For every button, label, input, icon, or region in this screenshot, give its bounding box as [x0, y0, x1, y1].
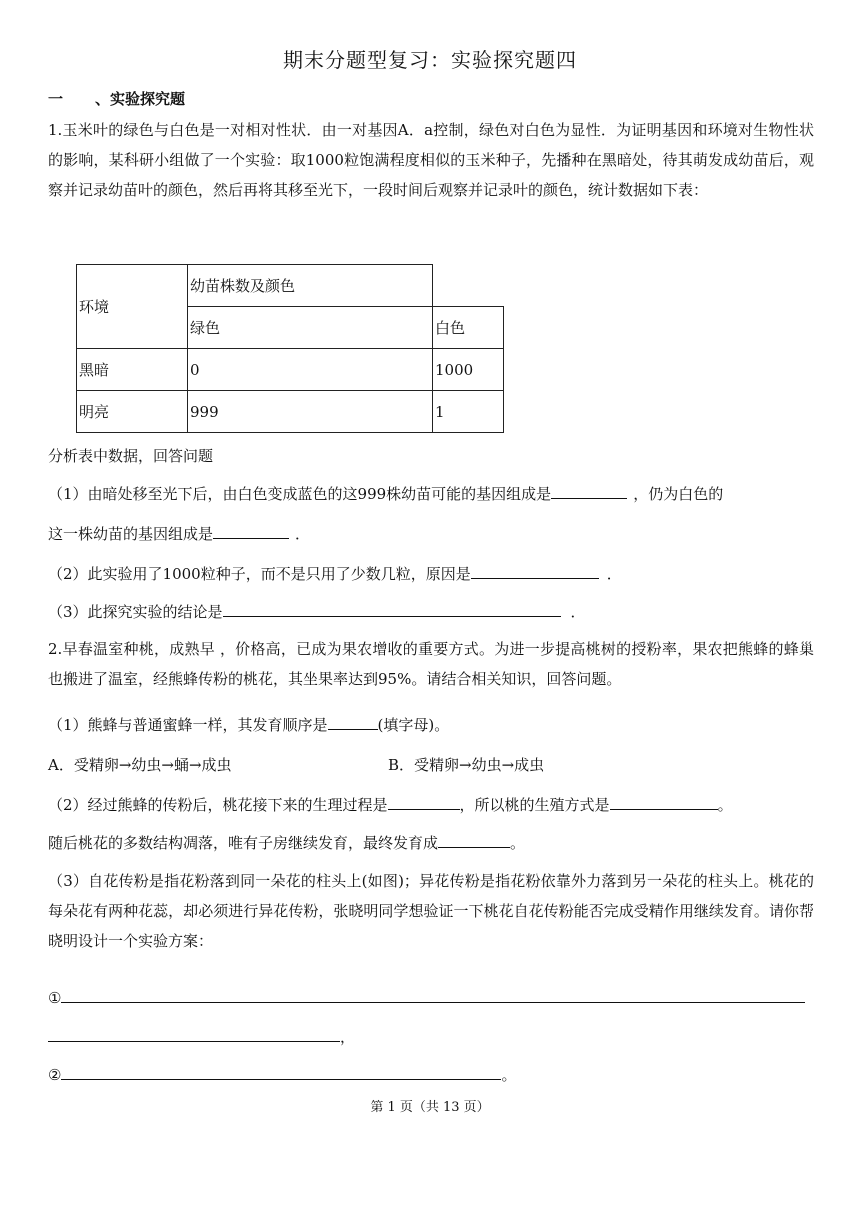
- answer-blank[interactable]: [328, 711, 378, 730]
- section-heading: [48, 88, 185, 109]
- table-cell: 黑暗: [77, 349, 188, 391]
- q1-part2: （2）此实验用了1000粒种子，而不是只用了少数几粒，原因是 ．: [48, 559, 622, 589]
- table-row: [77, 349, 504, 391]
- table-cell: 明亮: [77, 391, 188, 433]
- table-cell: 1: [433, 391, 504, 433]
- q2-plan-step1-cont: ，: [48, 1022, 355, 1052]
- answer-blank[interactable]: [223, 598, 561, 617]
- table-header-white: 白色: [433, 307, 504, 349]
- page-title: 期末分题型复习：实验探究题四: [283, 48, 577, 72]
- q2-part2-line1: （2）经过熊蜂的传粉后，桃花接下来的生理过程是 ，所以桃的生殖方式是 。: [48, 790, 733, 820]
- answer-blank[interactable]: [438, 829, 510, 848]
- answer-blank[interactable]: [61, 984, 805, 1003]
- q2-option-a: A．受精卵→幼虫→蛹→成虫: [48, 756, 232, 774]
- table-header-green: 绿色: [188, 307, 433, 349]
- q1-part1-line1: （1）由暗处移至光下后，由白色变成蓝色的这999株幼苗可能的基因组成是 ，仍为白色的: [48, 479, 723, 509]
- q1-part1-line2: 这一株幼苗的基因组成是 ．: [48, 519, 310, 549]
- answer-blank[interactable]: [388, 791, 460, 810]
- table-cell: 1000: [433, 349, 504, 391]
- section-label: 、实验探究题: [95, 90, 186, 108]
- q2-option-b: B．受精卵→幼虫→成虫: [388, 756, 545, 774]
- answer-blank[interactable]: [61, 1061, 501, 1080]
- page-footer: 第 1 页（共 13 页）: [370, 1100, 490, 1115]
- q2-plan-step1: ①: [48, 983, 805, 1013]
- answer-blank[interactable]: [610, 791, 718, 810]
- answer-blank[interactable]: [48, 1023, 340, 1042]
- q2-part2-line2: 随后桃花的多数结构凋落，唯有子房继续发育，最终发育成 。: [48, 828, 525, 858]
- table-cell: 999: [188, 391, 433, 433]
- q1-intro: 1.玉米叶的绿色与白色是一对相对性状．由一对基因A．a控制，绿色对白色为显性．为证明基因和环境对生物性状的影响，某科研小组做了一个实验：取1000粒饱满程度相似的玉米种子，先播种在黑暗处，待其萌发成幼苗后，观察并记录幼苗叶的颜色，然后再将其移至光下，一段时间后观察并记录叶的颜色，统计数据如下表：: [48, 121, 814, 199]
- q2-part1: （1）熊蜂与普通蜜蜂一样，其发育顺序是 (填字母)。: [48, 710, 449, 740]
- data-table: [76, 264, 504, 433]
- q2-part3: （3）自花传粉是指花粉落到同一朵花的柱头上(如图)；异花传粉是指花粉依靠外力落到另一朵花的柱头上。桃花的每朵花有两种花蕊，却必须进行异花传粉，张晓明同学想验证一下桃花自花传粉能否完成受精作用继续发育。请你帮晓明设计一个实验方案：: [48, 872, 814, 950]
- q2-intro: 2.早春温室种桃，成熟早 ，价格高，已成为果农增收的重要方式。为进一步提高桃树的授粉率，果农把熊蜂的蜂巢也搬进了温室，经熊蜂传粉的桃花，其坐果率达到95%。请结合相关知识，回答问题。: [48, 640, 814, 688]
- answer-blank[interactable]: [471, 560, 599, 579]
- answer-blank[interactable]: [213, 520, 289, 539]
- table-row: [77, 391, 504, 433]
- q1-analyze: 分析表中数据，回答问题: [48, 447, 214, 465]
- q2-plan-step2: ② 。: [48, 1060, 516, 1090]
- table-header-env: 环境: [77, 265, 188, 349]
- table-header-group: 幼苗株数及颜色: [188, 265, 433, 307]
- answer-blank[interactable]: [551, 480, 627, 499]
- table-cell: 0: [188, 349, 433, 391]
- section-number: 一: [48, 90, 64, 108]
- q1-part3: （3）此探究实验的结论是 ．: [48, 597, 586, 627]
